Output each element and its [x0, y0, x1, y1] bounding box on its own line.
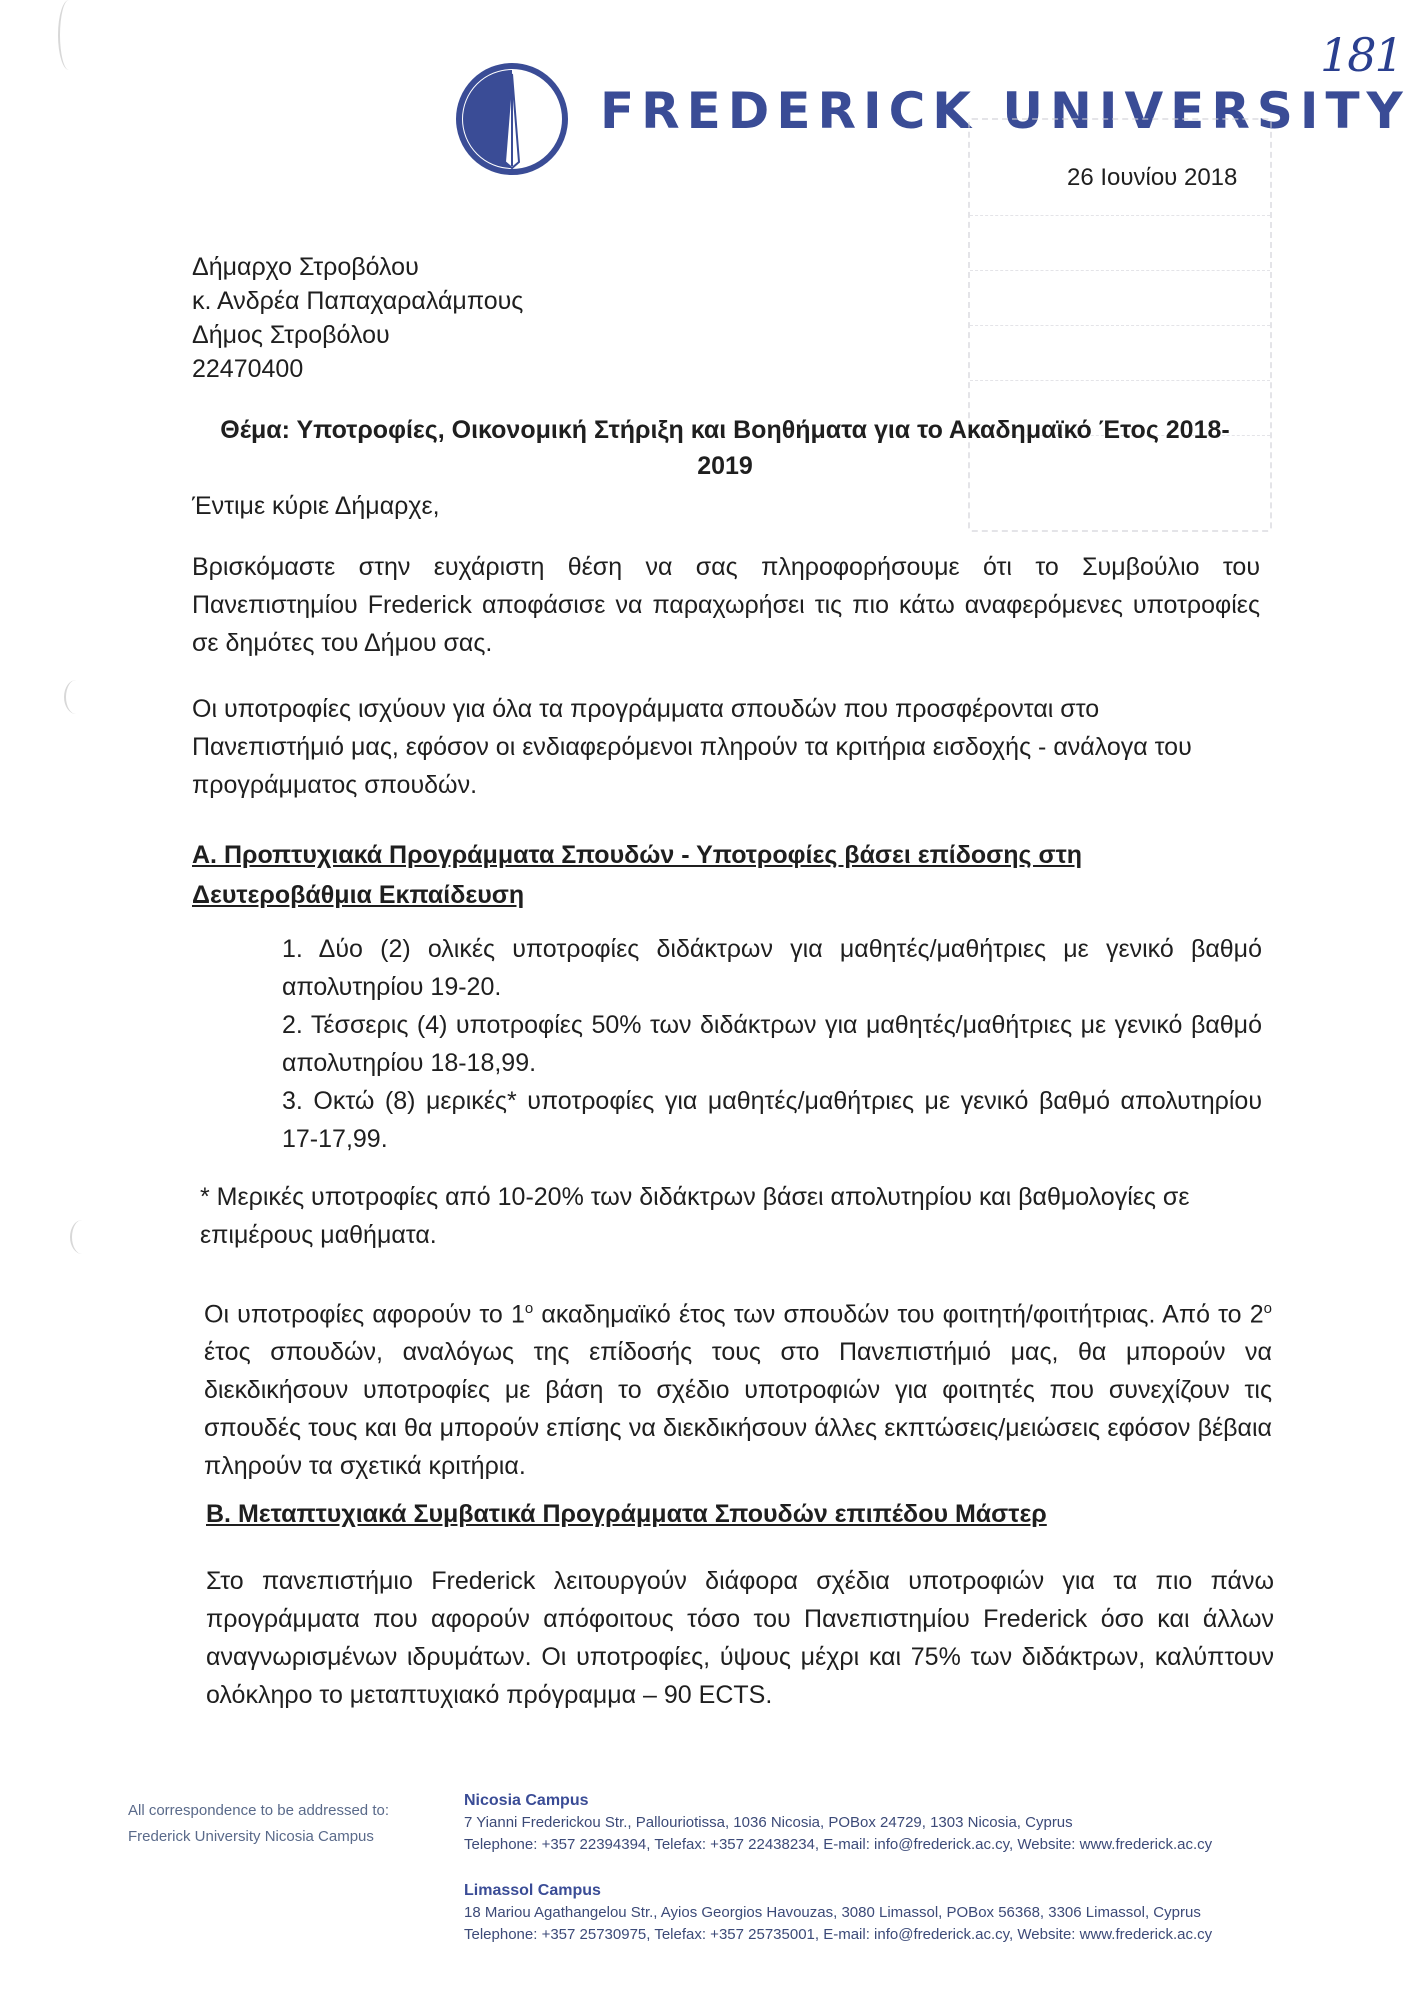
- text-run: έτος σπουδών, αναλόγως της επίδοσής τους στο Πανεπιστήμιό μας, θα μπορούν να διεκδικήσουν υποτροφίες με βάση το σχέδιο υποτροφιών για φοιτητές που συνεχίζουν τις σπουδές τους και θα μπορούν επίσης να διεκδικήσουν άλλες εκπτώσεις/μειώσεις εφόσον βέβαια πληρούν τα σχετικά κριτήρια.: [204, 1338, 1272, 1481]
- campus-name: Nicosia Campus: [464, 1792, 589, 1809]
- handwritten-page-number: 181: [1320, 28, 1402, 82]
- campus-address: 7 Yianni Frederickou Str., Pallouriotissa, 1036 Nicosia, POBox 24729, 1303 Nicosia, Cyprus: [464, 1814, 1073, 1831]
- list-item: 1. Δύο (2) ολικές υποτροφίες διδάκτρων για μαθητές/μαθήτριες με γενικό βαθμό απολυτηρίου 19-20.: [282, 935, 1262, 1001]
- footer-correspondence: [128, 1798, 389, 1850]
- campus-contact: Telephone: +357 25730975, Telefax: +357 25735001, E-mail: info@frederick.ac.cy, Website: www.frederick.ac.cy: [464, 1926, 1213, 1943]
- university-logo-emblem: [455, 62, 569, 176]
- validity-paragraph: Οι υποτροφίες ισχύουν για όλα τα προγράμματα σπουδών που προσφέρονται στο Πανεπιστήμιό μας, εφόσον οι ενδιαφερόμενοι πληρούν τα κριτήρια εισδοχής - ανάλογα του προγράμματος σπουδών.: [192, 695, 1192, 799]
- ordinal-superscript: ο: [1263, 1300, 1272, 1317]
- recipient-line: Δήμος Στροβόλου: [192, 321, 390, 349]
- masters-paragraph: Στο πανεπιστήμιο Frederick λειτουργούν διάφορα σχέδια υποτροφιών για τα πιο πάνω προγράμματα που αφορούν απόφοιτους τόσο του Πανεπιστημίου Frederick όσο και άλλων αναγνωρισμένων ιδρυμάτων. Οι υποτροφίες, ύψους μέχρι και 75% των διδάκτρων, καλύπτουν ολόκληρο το μεταπτυχιακό πρόγραμμα – 90 ECTS.: [206, 1567, 1274, 1709]
- footer-line: Frederick University Nicosia Campus: [128, 1828, 374, 1845]
- recipient-line: 22470400: [192, 355, 304, 383]
- paper-mark: [58, 0, 80, 70]
- campus-contact: Telephone: +357 22394394, Telefax: +357 22438234, E-mail: info@frederick.ac.cy, Website: www.frederick.ac.cy: [464, 1836, 1213, 1853]
- scholarship-list: [282, 930, 1262, 1158]
- greeting: Έντιμε κύριε Δήμαρχε,: [192, 492, 440, 520]
- first-year-paragraph: [204, 1290, 1272, 1485]
- paper-mark: [70, 1220, 94, 1254]
- footer-limassol-campus: [464, 1880, 1212, 1946]
- subject-line: Θέμα: Υποτροφίες, Οικονομική Στήριξη και Βοηθήματα για το Ακαδημαϊκό Έτος 2018-: [220, 416, 1230, 444]
- footer-line: All correspondence to be addressed to:: [128, 1802, 389, 1819]
- recipient-address: [192, 250, 523, 386]
- subject-line: 2019: [697, 452, 753, 480]
- footer-nicosia-campus: [464, 1790, 1212, 1856]
- text-run: ακαδημαϊκό έτος των σπουδών του φοιτητή/φοιτήτριας. Από το 2: [533, 1300, 1264, 1329]
- partial-scholarship-note: * Μερικές υποτροφίες από 10-20% των διδάκτρων βάσει απολυτηρίου και βαθμολογίες σε επιμέρους μαθήματα.: [200, 1183, 1190, 1249]
- section-b-heading: Β. Μεταπτυχιακά Συμβατικά Προγράμματα Σπουδών επιπέδου Μάστερ: [206, 1500, 1047, 1528]
- letter-date: 26 Ιουνίου 2018: [1067, 164, 1238, 191]
- campus-name: Limassol Campus: [464, 1882, 601, 1899]
- campus-address: 18 Mariou Agathangelou Str., Ayios Georgios Havouzas, 3080 Limassol, POBox 56368, 3306 Limassol, Cyprus: [464, 1904, 1201, 1921]
- text-run: Οι υποτροφίες αφορούν το 1: [204, 1300, 525, 1329]
- section-a-heading: Α. Προπτυχιακά Προγράμματα Σπουδών - Υποτροφίες βάσει επίδοσης στη Δευτεροβάθμια Εκπαίδευση: [192, 841, 1083, 909]
- ordinal-superscript: ο: [524, 1300, 534, 1317]
- recipient-line: Δήμαρχο Στροβόλου: [192, 253, 419, 281]
- letter-subject: [190, 412, 1260, 484]
- list-item: 2. Τέσσερις (4) υποτροφίες 50% των διδάκτρων για μαθητές/μαθήτριες με γενικό βαθμό απολυτηρίου 18-18,99.: [282, 1011, 1262, 1077]
- recipient-line: κ. Ανδρέα Παπαχαραλάμπους: [192, 287, 524, 315]
- intro-paragraph: Βρισκόμαστε στην ευχάριστη θέση να σας πληροφορήσουμε ότι το Συμβούλιο του Πανεπιστημίου Frederick αποφάσισε να παραχωρήσει τις πιο κάτω αναφερόμενες υποτροφίες σε δημότες του Δήμου σας.: [192, 553, 1260, 657]
- university-name: FREDERICK UNIVERSITY: [600, 82, 1410, 140]
- paper-mark: [64, 680, 88, 714]
- list-item: 3. Οκτώ (8) μερικές* υποτροφίες για μαθητές/μαθήτριες με γενικό βαθμό απολυτηρίου 17-17,99.: [282, 1087, 1262, 1153]
